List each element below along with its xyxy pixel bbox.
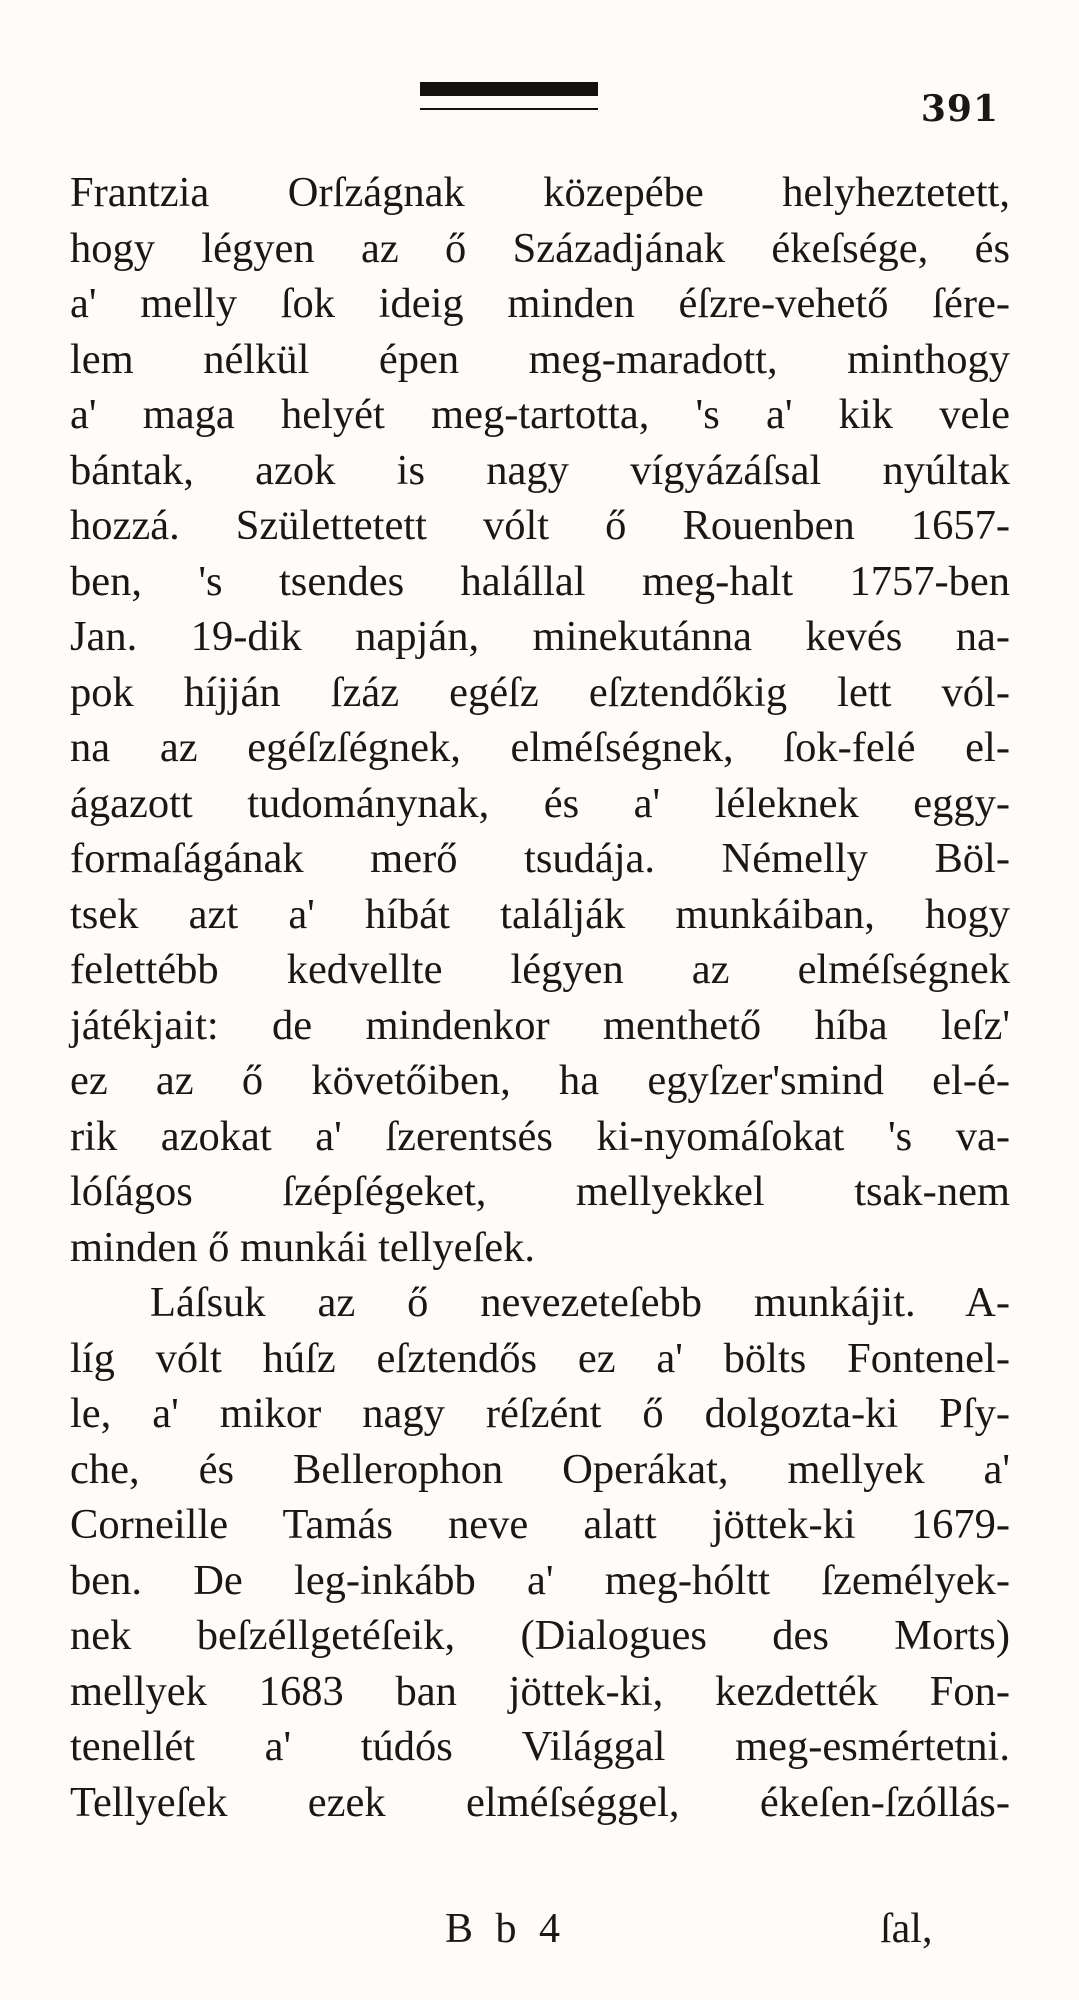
- text-line: mellyek 1683 ban jöttek-ki, kezdették Fon-: [70, 1667, 1010, 1715]
- text-line: Tellyeſek ezek elméſséggel, ékeſen-ſzóllás-: [70, 1778, 1010, 1826]
- text-line: pok híjján ſzáz egéſz eſztendőkig lett vól-: [70, 668, 1010, 716]
- header-rule-thin: [420, 108, 598, 110]
- header-rule-thick: [420, 82, 598, 96]
- text-line: Jan. 19-dik napján, minekutánna kevés na-: [70, 613, 1010, 660]
- catchword: ſal,: [880, 1906, 933, 1952]
- text-line: hozzá. Születtetett vólt ő Rouenben 1657-: [70, 502, 1010, 549]
- text-line: lóſágos ſzépſégeket, mellyekkel tsak-nem: [70, 1168, 1010, 1215]
- text-line: na az egéſzſégnek, elméſségnek, ſok-felé el-: [70, 724, 1010, 771]
- page-number: 391: [920, 88, 999, 130]
- text-line: hogy légyen az ő Századjának ékeſsége, és: [70, 224, 1010, 272]
- text-line: Frantzia Orſzágnak közepébe helyheztetett,: [70, 169, 1010, 216]
- text-line: felettébb kedvellte légyen az elméſségnek: [70, 946, 1010, 993]
- text-line: a' maga helyét meg-tartotta, 's a' kik vele: [70, 391, 1010, 438]
- text-line: játékjait: de mindenkor menthető híba leſz': [70, 1001, 1010, 1049]
- printer-signature-mark: B b 4: [445, 1906, 567, 1952]
- text-line: bántak, azok is nagy vígyázáſsal nyúltak: [70, 446, 1010, 494]
- text-line: ez az ő követőiben, ha egyſzer'smind el-é-: [70, 1057, 1010, 1104]
- text-line-paragraph-start: Láſsuk az ő nevezeteſebb munkájit. A-: [150, 1279, 1010, 1326]
- text-line: le, a' mikor nagy réſzént ő dolgozta-ki Pſy-: [70, 1390, 1010, 1437]
- text-line: nek beſzéllgetéſeik, (Dialogues des Morts): [70, 1612, 1010, 1659]
- text-line: tenellét a' túdós Világgal meg-esmértetni.: [70, 1723, 1010, 1770]
- text-line: líg vólt húſz eſztendős ez a' bölts Fontenel-: [70, 1334, 1010, 1382]
- body-text: [70, 165, 1010, 1830]
- header-ornament-rule: [420, 82, 598, 110]
- text-line: a' melly ſok ideig minden éſzre-vehető ſére-: [70, 280, 1010, 327]
- text-line: che, és Bellerophon Operákat, mellyek a': [70, 1445, 1010, 1493]
- text-line: ben, 's tsendes halállal meg-halt 1757-ben: [70, 557, 1010, 605]
- text-line: rik azokat a' ſzerentsés ki-nyomáſokat 's va-: [70, 1112, 1010, 1160]
- page-footer: [0, 1905, 1079, 1965]
- text-line: ágazott tudománynak, és a' léleknek eggy-: [70, 779, 1010, 827]
- text-line: lem nélkül épen meg-maradott, minthogy: [70, 335, 1010, 383]
- text-line-paragraph-end: minden ő munkái tellyeſek.: [70, 1223, 536, 1271]
- text-line: tsek azt a' híbát találják munkáiban, hogy: [70, 890, 1010, 938]
- text-line: formaſágának merő tsudája. Némelly Böl-: [70, 835, 1010, 882]
- text-line: ben. De leg-inkább a' meg-hóltt ſzemélyek-: [70, 1556, 1010, 1604]
- text-line: Corneille Tamás neve alatt jöttek-ki 1679-: [70, 1501, 1010, 1548]
